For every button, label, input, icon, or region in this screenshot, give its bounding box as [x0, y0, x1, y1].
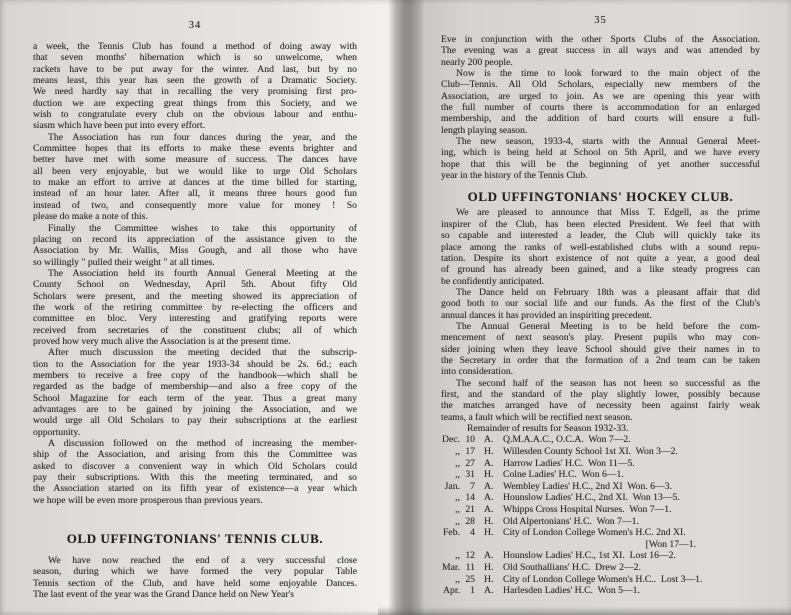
text-line: Tennis section of the Club, and have held some enjoyable Dances. [33, 577, 357, 589]
result-venue: A. [484, 457, 494, 469]
result-match: Harlesden Ladies' H.C. Won 5—1. [503, 585, 640, 597]
result-row [441, 481, 760, 493]
results-intro: Remainder of results for Season 1932-33. [467, 423, 629, 434]
text-line: length playing season. [441, 124, 528, 136]
text-line: regarded as the badge of membership—and also a free copy of the [33, 381, 357, 393]
text-line: season, during which we have formed the very popular Table [33, 566, 357, 578]
text-line: a week, the Tennis Club has found a method of doing away with [33, 41, 357, 52]
tennis-club-heading: OLD UFFINGTONIANS' TENNIS CLUB. [66, 531, 324, 547]
result-venue: H. [484, 446, 494, 457]
result-row [441, 446, 760, 458]
result-day: 14 [465, 492, 475, 504]
result-month: ,, [455, 573, 460, 585]
text-line: We need hardly say that in recalling the very promising first pro- [33, 86, 357, 98]
result-venue: H. [484, 561, 494, 573]
text-line: better have met with some measure of success. The dances have [33, 154, 357, 166]
page-number-left: 34 [188, 20, 202, 31]
result-month: Dec. [441, 434, 460, 446]
result-venue: H. [484, 527, 494, 539]
result-match: Old Southallians' H.C. Drew 2—2. [503, 561, 641, 573]
paragraph [441, 378, 760, 423]
result-day: 11 [465, 561, 475, 573]
text-line: duction we are expecting great things from this Society, and we [33, 97, 357, 109]
text-line: place among the ranks of well-established clubs with a sound repu- [441, 241, 760, 253]
text-line: proved how very much alive the Association is at the present time. [33, 335, 291, 347]
result-match: Whipps Cross Hospital Nurses. Won 7—1. [503, 503, 672, 515]
result-venue: A. [484, 480, 494, 492]
result-match: Wembley Ladies' H.C., 2nd XI Won. 6—3. [503, 480, 672, 492]
result-match: Old Alpertonians' H.C. Won 7—1. [503, 515, 639, 527]
text-line: the work of the retiring committee by re-electing the officers and [33, 301, 357, 313]
result-day: 10 [465, 434, 475, 446]
text-line: We have now reached the end of a very successful close [48, 555, 357, 567]
text-line: please do make a note of this. [33, 211, 148, 223]
text-line: Association by Mr. Wallis, Miss Gough, and all those who have [33, 245, 357, 257]
text-line: pay their subscriptions. With this the meeting terminated, and so [33, 472, 357, 484]
text-line: The new season, 1933-4, starts with the Annual General Meet- [456, 136, 760, 148]
text-line: membership, and the addition of hard courts will ensure a full- [441, 113, 760, 125]
paragraph [33, 347, 357, 438]
text-line: The evening was a great success in all ways and was attended by [441, 45, 760, 57]
text-line: The Association held its fourth Annual General Meeting at the [48, 267, 357, 279]
result-row [441, 469, 760, 481]
paragraph [441, 321, 760, 378]
result-month: ,, [455, 503, 460, 515]
text-line: instead of an hour later. After all, it means three hours good fun [33, 188, 357, 200]
text-line: members to receive a free copy of the handbook—which shall be [33, 369, 357, 381]
hockey-club-heading: OLD UFFINGTONIANS' HOCKEY CLUB. [467, 189, 734, 205]
text-line: County School on Wednesday, April 5th. About fifty Old [33, 279, 357, 291]
text-line: The Association has run four dances during the year, and the [48, 131, 357, 143]
result-day: 31 [465, 469, 475, 481]
paragraph [33, 268, 357, 347]
result-day: 1 [470, 585, 475, 597]
text-line: The Annual General Meeting is to be held before the com- [456, 320, 760, 332]
text-line: the matches arranged have of necessity been against fairly weak [441, 400, 760, 412]
text-line: annual dances it has provided an inspiriting precedent. [441, 309, 652, 321]
text-line: asked to discover a convenient way in which Old Scholars could [33, 460, 357, 472]
text-line: ship of the Association, and arising from this the Committee was [33, 449, 357, 461]
text-line: After much discussion the meeting decided that the subscrip- [48, 347, 357, 359]
paragraph [33, 555, 357, 600]
text-line: The Dance held on February 18th was a pleasant affair that did [456, 286, 760, 298]
result-day: 21 [465, 503, 475, 515]
page-number-right: 35 [594, 15, 607, 26]
result-day: 27 [465, 457, 475, 469]
text-line: Scholars were present, and the meeting showed its appreciation of [33, 290, 357, 302]
result-match: Harrow Ladies' H.C. Won 11—5. [503, 457, 635, 469]
text-line: Association, are urged to join. As we are opening this year with [441, 90, 760, 102]
text-line: of ground has already been gained, and a like steady progress can [441, 264, 760, 276]
text-line: Committee hopes that its efforts to make these events brighter and [33, 143, 357, 155]
text-line: A discussion followed on the method of increasing the member- [48, 438, 357, 450]
results-table [441, 434, 760, 596]
text-line: Now is the time to look forward to the main object of the [456, 68, 760, 80]
result-day: 25 [465, 573, 475, 585]
text-line: The second half of the season has not been so successful as the [456, 377, 760, 389]
text-line: tation. Despite its short existence of not quite a year, a good deal [441, 252, 760, 264]
text-line: year in the history of the Tennis Club. [441, 170, 588, 182]
result-match: City of London College Women's H.C.. Lost 3—1. [503, 573, 703, 585]
result-continuation: [Won 17—1. [645, 538, 696, 550]
text-line: good both to our social life and our funds. As the first of the Club's [441, 298, 760, 310]
paragraph [441, 207, 760, 286]
result-row [441, 492, 760, 504]
text-line: inspirer of the Club, has been elected President. We feel that with [441, 218, 760, 230]
result-month: ,, [455, 515, 460, 527]
text-line: placing on record its appreciation of the assistance given to the [33, 233, 357, 245]
text-line: the full number of courts there is accommodation for an enlarged [441, 102, 760, 114]
bottom-scan-shadow [378, 606, 791, 615]
result-row [441, 434, 760, 446]
result-month: ,, [455, 457, 460, 469]
text-line: nearly 200 people. [441, 56, 513, 68]
text-line: committee en bloc. Very interesting and gratifying reports were [33, 313, 357, 325]
text-line: the Secretary in order that the formation of a 2nd team can be taken [441, 354, 760, 366]
text-line: tion to the Association for the year 1933-34 should be 2s. 6d.; each [33, 358, 357, 370]
text-line: that seven months' hibernation which is so unwelcome, when [33, 52, 357, 64]
text-line: advantages are to be gained by joining the Association, and we [33, 404, 357, 415]
result-day: 28 [465, 515, 475, 527]
text-line: we hope will be even more prosperous than previous years. [33, 494, 263, 506]
paragraph [33, 41, 357, 132]
result-row [441, 504, 760, 516]
result-row [441, 527, 760, 539]
paragraph [33, 132, 357, 223]
result-month: ,, [455, 446, 460, 457]
text-line: instead of two, and consequently more value for money ! So [33, 199, 357, 211]
paragraph [441, 34, 760, 68]
text-line: Eve in conjunction with the other Sports Clubs of the Association. [441, 34, 760, 45]
result-month: Apr. [443, 585, 460, 597]
result-month: ,, [455, 492, 460, 504]
result-match: Willesden County School 1st XI. Won 3—2. [503, 446, 678, 457]
result-month: Jan. [444, 480, 460, 492]
text-line: rackets have to be put away for the winter. And last, but by no [33, 63, 357, 75]
text-line: to make an effort to arrive at dances at the time billed for starting, [33, 177, 357, 189]
result-month: ,, [455, 550, 460, 562]
result-row [441, 562, 760, 574]
result-row [441, 458, 760, 470]
result-venue: A. [484, 585, 494, 597]
text-line: would urge all Old Scholars to pay their subscriptions at the earliest [33, 415, 357, 427]
paragraph [441, 136, 760, 181]
result-venue: H. [484, 469, 494, 481]
text-line: means least, this year has seen the growth of a Dramatic Society. [33, 75, 357, 87]
text-line: The last event of the year was the Grand Dance held on New Year's [33, 589, 295, 601]
text-line: We are pleased to announce that Miss T. Edgell, as the prime [456, 207, 760, 219]
result-month: Mar. [441, 561, 460, 573]
text-line: into consideration. [441, 366, 514, 378]
result-row [441, 574, 760, 586]
text-line: School Magazine for each term of the year. Thus a great many [33, 392, 357, 404]
result-row [441, 585, 760, 597]
paragraph [33, 223, 357, 268]
text-line: so willingly " pulled their weight " at all times. [33, 256, 215, 268]
result-match: Hounslow Ladies' H.C., 1st XI. Lost 16—2. [503, 550, 676, 562]
result-day: 17 [465, 446, 475, 457]
result-venue: A. [484, 434, 494, 446]
text-line: ing, which is being held at School on 5th April, and we have every [441, 147, 760, 159]
text-line: so capable and interested a leader, the Club will quickly take its [441, 230, 760, 242]
result-venue: A. [484, 503, 494, 515]
left-page [0, 0, 388, 615]
paragraph [441, 68, 760, 136]
text-line: hope that this will be the beginning of yet another successful [441, 158, 760, 170]
result-day: 12 [465, 550, 475, 562]
text-line: Club—Tennis. All Old Scholars, especially new members of the [441, 79, 760, 91]
text-line: wish to congratulate every club on the obvious labour and enthu- [33, 109, 357, 121]
result-match: Colne Ladies' H.C. Won 6—1. [503, 469, 624, 481]
result-row [441, 516, 760, 528]
text-line: the Association started on its fifth year of existence—a year which [33, 483, 357, 495]
text-line: sider joining when they leave School should give their names in to [441, 343, 760, 355]
result-day: 7 [470, 480, 475, 492]
result-match: Q.M.A.A.C., O.C.A. Won 7—2. [503, 434, 631, 446]
text-line: teams, a fault which will be rectified next season. [441, 411, 633, 423]
text-line: first, and the standard of the play slightly lower, possibly because [441, 388, 760, 400]
text-line: be confidently anticipated. [441, 275, 545, 287]
result-match: City of London College Women's H.C. 2nd XI. [503, 527, 686, 539]
result-month: ,, [455, 469, 460, 481]
result-venue: A. [484, 492, 494, 504]
text-line: siasm which have been put into every effort. [33, 120, 205, 132]
page-gutter-shadow [388, 0, 424, 615]
text-line: mencement of next season's play. Present pupils who may con- [441, 332, 760, 344]
text-line: all been very enjoyable, but we would like to urge Old Scholars [33, 165, 357, 177]
paragraph [441, 287, 760, 321]
result-day: 4 [470, 527, 475, 539]
result-venue: H. [484, 573, 494, 585]
result-venue: A. [484, 550, 494, 562]
text-line: Finally the Committee wishes to take this opportunity of [48, 222, 357, 234]
text-line: opportunity. [33, 426, 80, 438]
result-month: Feb. [443, 527, 460, 539]
text-line: received from secretaries of the constituent clubs; all of which [33, 324, 357, 336]
right-page [424, 0, 791, 615]
result-venue: H. [484, 515, 494, 527]
paragraph [33, 438, 357, 506]
result-match: Hounslow Ladies' H.C., 2nd XI. Won 13—5. [503, 492, 680, 504]
result-row [441, 550, 760, 562]
